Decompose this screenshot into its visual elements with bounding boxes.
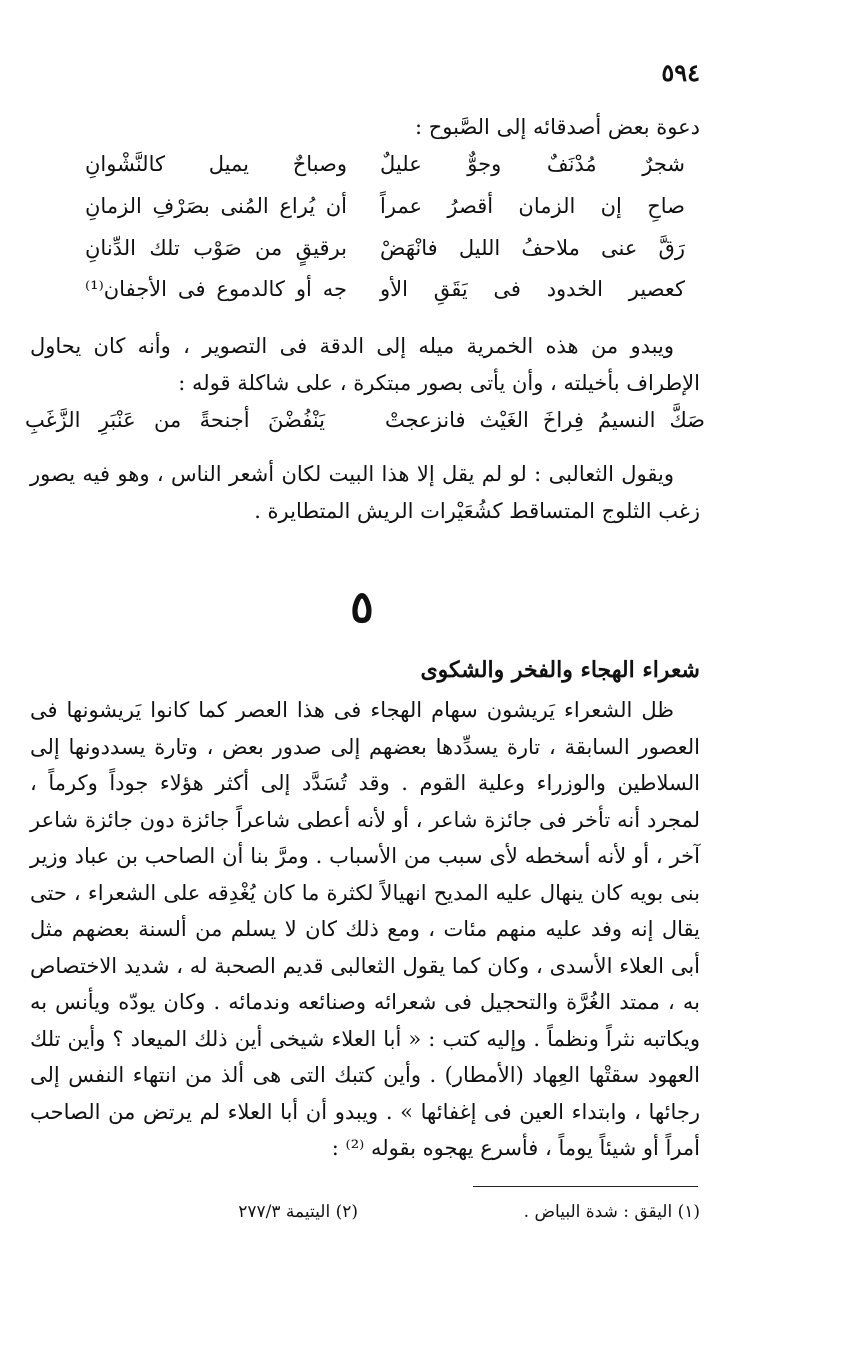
paragraph-1 <box>30 328 700 401</box>
verse-first-half: كعصير الخدود فى يَقَقِ الأو <box>380 277 685 301</box>
poem-verse-2 <box>85 194 685 224</box>
paragraph-2 <box>30 456 700 529</box>
paragraph-3-text: ظل الشعراء يَريشون سهام الهجاء فى هذا العصر كما كانوا يَريشونها فى العصور السابقة ، تارة يسدِّدها بعضهم إلى صدور بعض ، وتارة يسددونها إلى السلاطين والوزراء وعلية القوم . وقد تُسَدَّد إلى أكثر هؤلاء جوداً وكرماً ، لمجرد أنه تأخر فى جائزة شاعر ، أو لأنه أعطى شاعراً جائزة دون جائزة شاعر آخر ، أو لأنه أسخطه لأى سبب من الأسباب . ومرَّ بنا أن الصاحب بن عباد وزير بنى بويه كان ينهال عليه المديح انهيالاً لكثرة ما كان يُغْدِقه على الشعراء ، حتى يقال إنه وفد عليه منهم مئات ، ومع ذلك كان لا يسلم من ألسنة بعضهم مثل أبى العلاء الأسدى ، وكان كما يقول الثعالبى قديم الصحبة له ، شديد الاختصاص به ، ممتد الغُرَّة والتحجيل فى شعرائه وصنائعه وندمائه . وكان يودّه ويأنس به ويكاتبه نثراً ونظماً . وإليه كتب : « أبا العلاء شيخى أين ذلك الميعاد ؟ وأين تلك العهود سقتْها العِهاد (الأمطار) . وأين كتبك التى هى ألذ من انتهاء النفس إلى رجائها ، وابتداء العين فى إغفائها » . ويبدو أن أبا العلاء لم يرتض من الصاحب أمراً أو شيئاً يوماً ، فأسرع يهجوه بقوله ⁽²⁾ : <box>30 698 700 1160</box>
verse-second-half: أن يُراع المُنى بصَرْفِ الزمانِ <box>85 194 347 218</box>
verse-2 <box>25 408 705 438</box>
verse-first-half: شجرٌ مُدْنَفٌ وجوٌّ عليلٌ <box>380 152 685 176</box>
poem-verse-4 <box>85 277 685 307</box>
verse-first-half: صاحِ إن الزمان أقصرُ عمراً <box>380 194 685 218</box>
intro-line: دعوة بعض أصدقائه إلى الصَّبوح : <box>414 115 700 139</box>
verse-first-half: رَقَّ عنى ملاحفُ الليل فانْهَضْ <box>380 236 685 260</box>
verse-first-half: صَكَّ النسيمُ فِراخَ الغَيْث فانزعجتْ <box>385 408 705 432</box>
verse-second-half: برقيقٍ من صَوْب تلك الدِّنانِ <box>85 236 347 260</box>
footnote-2: (٢) اليتيمة ٢٧٧/٣ <box>238 1202 358 1222</box>
page-number: ٥٩٤ <box>661 58 700 87</box>
paragraph-3 <box>30 692 700 1167</box>
paragraph-1-text: ويبدو من هذه الخمرية ميله إلى الدقة فى التصوير ، وأنه كان يحاول الإطراف بأخيلته ، وأن يأتى بصور مبتكرة ، على شاكلة قوله : <box>30 334 700 395</box>
section-heading: شعراء الهجاء والفخر والشكوى <box>420 657 700 683</box>
section-number: ٥ <box>350 582 374 633</box>
verse-second-half: جه أو كالدموع فى الأجفان⁽¹⁾ <box>85 277 347 301</box>
footnote-1: (١) اليقق : شدة البياض . <box>523 1202 700 1222</box>
poem-verse-1 <box>85 152 685 182</box>
paragraph-2-text: ويقول الثعالبى : لو لم يقل إلا هذا البيت لكان أشعر الناس ، وهو فيه يصور زغب الثلوج المتساقط كشُعَيْرات الريش المتطايرة . <box>30 462 700 523</box>
footnote-rule <box>473 1186 698 1187</box>
poem-verse-3 <box>85 236 685 266</box>
verse-second-half: وصباحٌ يميل كالنَّشْوانِ <box>85 152 347 176</box>
verse-second-half: يَنْفُضْنَ أجنحةً من عَنْبَرِ الزَّغَبِ <box>25 408 325 432</box>
